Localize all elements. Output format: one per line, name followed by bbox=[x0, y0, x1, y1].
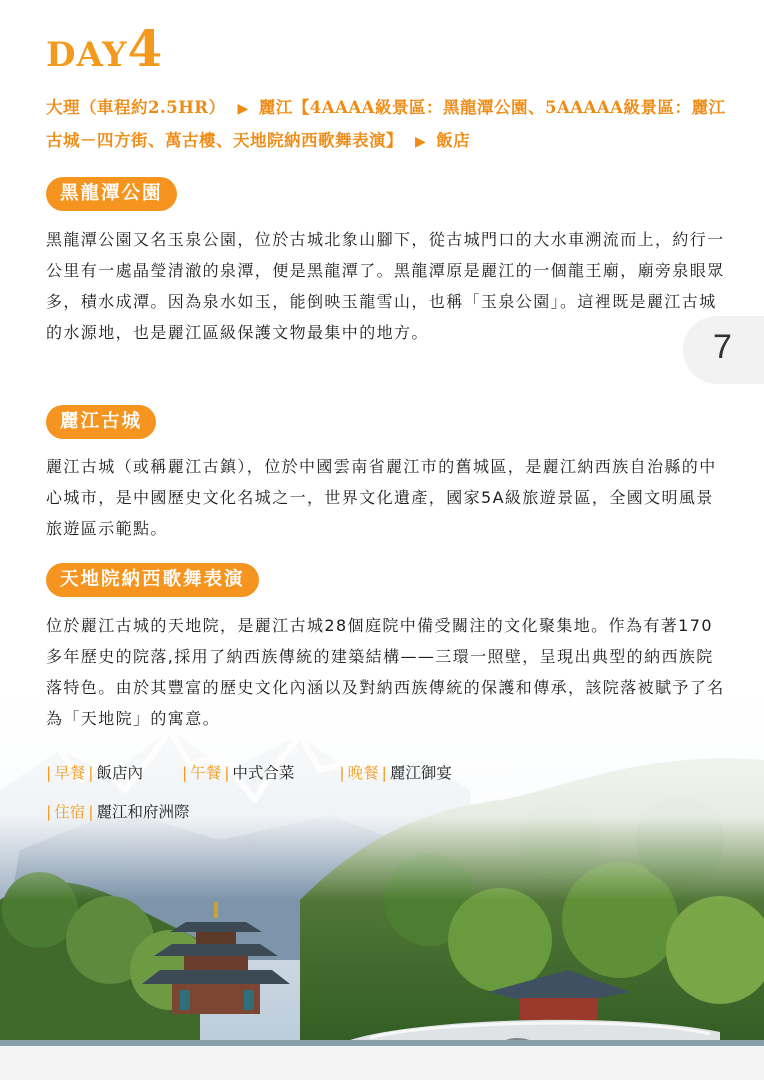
page-number-tab[interactable] bbox=[683, 316, 764, 384]
dinner-value: 麗江御宴 bbox=[389, 764, 452, 782]
section-title-black-dragon-pool: 黑龍潭公園 bbox=[46, 177, 177, 211]
route-origin: 大理（車程約2.5HR） bbox=[46, 98, 226, 117]
lunch-label: 午餐 bbox=[190, 764, 222, 782]
section-text-lijiang-old-town: 麗江古城（或稱麗江古鎮），位於中國雲南省麗江市的舊城區，是麗江納西族自治縣的中心城市，是中國歷史文化名城之一，世界文化遺產，國家5A級旅遊景區，全國文明風景旅遊區示範點。 bbox=[46, 457, 717, 538]
lodging: | 住宿 | 麗江和府洲際 bbox=[46, 803, 190, 821]
meal-breakfast: | 早餐 | 飯店內 bbox=[46, 764, 143, 782]
meals-row bbox=[46, 761, 452, 785]
route-arrow-icon: ▶ bbox=[415, 134, 427, 150]
day-title bbox=[46, 19, 163, 78]
lunch-value: 中式合菜 bbox=[232, 764, 295, 782]
section-text-tiandi-naxi-show: 位於麗江古城的天地院，是麗江古城28個庭院中備受關注的文化聚集地。作為有著170多年歷史的院落,採用了納西族傳統的建築結構——三環一照壁，呈現出典型的納西族院落特色。由於其豐富的歷史文化內涵以及對納西族傳統的保護和傳承，該院落被賦予了名為「天地院」的寓意。 bbox=[46, 616, 725, 728]
route-destination: 麗江【4AAAA級景區：黑龍潭公園、5AAAAA級景區：麗江古城－四方街、萬古樓、天地院納西歌舞表演】 bbox=[46, 98, 726, 150]
route-summary bbox=[46, 92, 736, 158]
meal-dinner: | 晚餐 | 麗江御宴 bbox=[339, 764, 452, 782]
breakfast-label: 早餐 bbox=[54, 764, 86, 782]
footer-strip bbox=[0, 1046, 764, 1080]
lodging-label: 住宿 bbox=[54, 803, 86, 821]
day-number: 4 bbox=[127, 19, 163, 78]
meal-lunch: | 午餐 | 中式合菜 bbox=[181, 764, 295, 782]
lodging-row bbox=[46, 800, 190, 824]
breakfast-value: 飯店內 bbox=[96, 764, 143, 782]
section-title-tiandi-naxi-show: 天地院納西歌舞表演 bbox=[46, 563, 259, 597]
page-number: 7 bbox=[713, 328, 732, 366]
day-word: DAY bbox=[46, 35, 128, 75]
lodging-value: 麗江和府洲際 bbox=[96, 803, 190, 821]
section-text-black-dragon-pool: 黑龍潭公園又名玉泉公園，位於古城北象山腳下，從古城門口的大水車溯流而上，約行一公里有一處晶瑩清澈的泉潭，便是黑龍潭了。黑龍潭原是麗江的一個龍王廟，廟旁泉眼眾多，積水成潭。因為泉水如玉，能倒映玉龍雪山，也稱「玉泉公園」。這裡既是麗江古城的水源地，也是麗江區級保護文物最集中的地方。 bbox=[46, 230, 725, 342]
route-hotel: 飯店 bbox=[436, 131, 471, 150]
dinner-label: 晚餐 bbox=[347, 764, 379, 782]
route-arrow-icon: ▶ bbox=[237, 101, 249, 117]
section-title-lijiang-old-town: 麗江古城 bbox=[46, 405, 156, 439]
